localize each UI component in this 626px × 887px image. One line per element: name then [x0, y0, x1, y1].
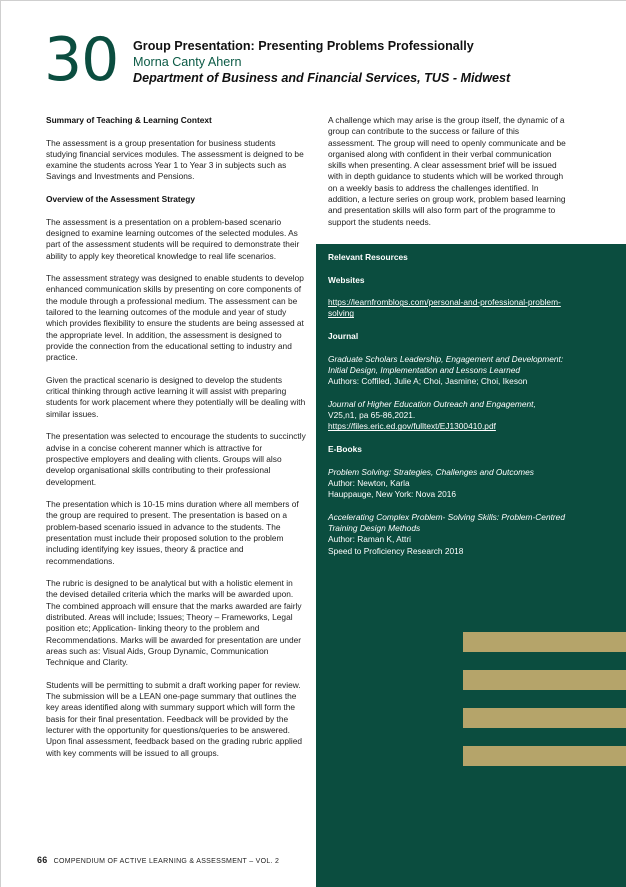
ebook-publisher: Speed to Proficiency Research 2018	[328, 545, 464, 556]
ebook-title: Accelerating Complex Problem- Solving Skills: Problem-Centred Training Design Methods	[328, 511, 565, 534]
resources-list	[328, 252, 568, 568]
ebooks-heading: E-Books	[328, 444, 362, 455]
publication-title: COMPENDIUM OF ACTIVE LEARNING & ASSESSMENT – VOL. 2	[53, 858, 280, 865]
decorative-gold-bar	[463, 746, 626, 766]
decorative-gold-bar	[463, 708, 626, 728]
page-footer	[37, 855, 279, 865]
ebook-title: Problem Solving: Strategies, Challenges and Outcomes	[328, 466, 534, 477]
heading-summary: Summary of Teaching & Learning Context	[46, 115, 212, 125]
journal-title: Journal of Higher Education Outreach and Engagement,	[328, 398, 536, 409]
decorative-gold-bar	[463, 632, 626, 652]
paragraph: The presentation was selected to encourage the students to succinctly advise in a concise coherent manner which is attractive for prospective employers and dealing with clients. Groups will also develop organisational skills contributing to their professional development.	[46, 431, 306, 487]
website-link[interactable]: https://learnfromblogs.com/personal-and-professional-problem-solving	[328, 297, 561, 319]
heading-overview: Overview of the Assessment Strategy	[46, 194, 196, 205]
paragraph: The assessment strategy was designed to enable students to develop enhanced communication skills by presenting on core components of the module through a professional medium. The assessment can be tailored to the learning outcomes of the module and year of study which provides flexibility to ensure the students are being assessed at the appropriate level. In addition, the assessment is designed to provide the connection from the educational setting to industry and practice.	[46, 273, 304, 363]
journal-detail: V25,n1, pa 65-86,2021.	[328, 410, 416, 421]
left-column	[46, 115, 306, 770]
resources-heading: Relevant Resources	[328, 252, 408, 262]
journal-heading: Journal	[328, 331, 359, 342]
journal-link[interactable]: https://files.eric.ed.gov/fulltext/EJ1300410.pdf	[328, 421, 496, 432]
decorative-gold-bar	[463, 670, 626, 690]
right-column-text	[328, 115, 568, 228]
page-number: 66	[37, 855, 48, 865]
websites-heading: Websites	[328, 274, 365, 285]
paragraph: Given the practical scenario is designed to develop the students critical thinking through active learning it will assist with preparing students for work placement where they potentially will be dealing with similar issues.	[46, 374, 306, 419]
paragraph: The assessment is a presentation on a problem-based scenario designed to examine learning outcomes of the selected modules. As part of the assessment students will be required to demonstrate their ability to apply key theoretical knowledge to real life scenarios.	[46, 216, 300, 261]
ebook-author: Author: Raman K, Attri	[328, 534, 412, 545]
paragraph: The presentation which is 10-15 mins duration where all members of the group are required to present. The presentation is based on a problem-based scenario issued in advance to the students. The presentation must include their proposed solution to the problem including identifying key issues, theory & practice and recommendations.	[46, 499, 299, 566]
paragraph: The rubric is designed to be analytical but with a holistic element in the devised detailed criteria which the marks will be awarded upon. The combined approach will ensure that the marks awarded are fairly distributed. Areas will include; Issues; Theory – Frameworks, Legal position etc; Application- linking theory to the problem and Recommendations. Marks will be awarded for presentation are under areas such as: Visual Aids, Group Dynamic, Communication Technique and Clarity.	[46, 578, 302, 668]
ebook-publisher: Hauppauge, New York: Nova 2016	[328, 489, 457, 500]
paragraph: Students will be permitting to submit a draft working paper for review. The submission will be a LEAN one-page summary that outlines the key areas identified along with summary support which will form the basis for their final presentation. Feedback will be provided by the lecturer with the opportunity for questions/queries to be answered. Upon final assessment, feedback based on the grading rubric applied with key comments will be issued to all groups.	[46, 679, 303, 758]
page-border-left	[0, 0, 1, 887]
chapter-number: 30	[44, 25, 119, 95]
journal-authors: Authors: Coffiled, Julie A; Choi, Jasmine; Choi, Ikeson	[328, 376, 528, 387]
department-name: Department of Business and Financial Services, TUS - Midwest	[133, 71, 511, 85]
page-border-top	[0, 0, 626, 1]
journal-title: Graduate Scholars Leadership, Engagement and Development: Initial Design, Implementation and Lessons Learned	[328, 353, 564, 375]
ebook-author: Author: Newton, Karla	[328, 477, 410, 488]
paragraph: A challenge which may arise is the group itself, the dynamic of a group can contribute to the success or failure of this assessment. The group will need to openly communicate and be organised along with confident in their verbal communication skills when presenting. A clear assessment brief will be issued with in depth guidance to students which will be worked through on a weekly basis to address the challenges identified. In addition, a lecture series on group work, problem based learning and presentation skills will also form part of the programme to support the students needs.	[328, 115, 566, 227]
chapter-title: Group Presentation: Presenting Problems Professionally	[133, 39, 474, 53]
paragraph: The assessment is a group presentation for business students studying financial services modules. The assessment is deigned to be examine the students across Year 1 to Year 3 in subjects such as Savings and Investments and Pensions.	[46, 137, 304, 182]
author-name: Morna Canty Ahern	[133, 55, 242, 69]
